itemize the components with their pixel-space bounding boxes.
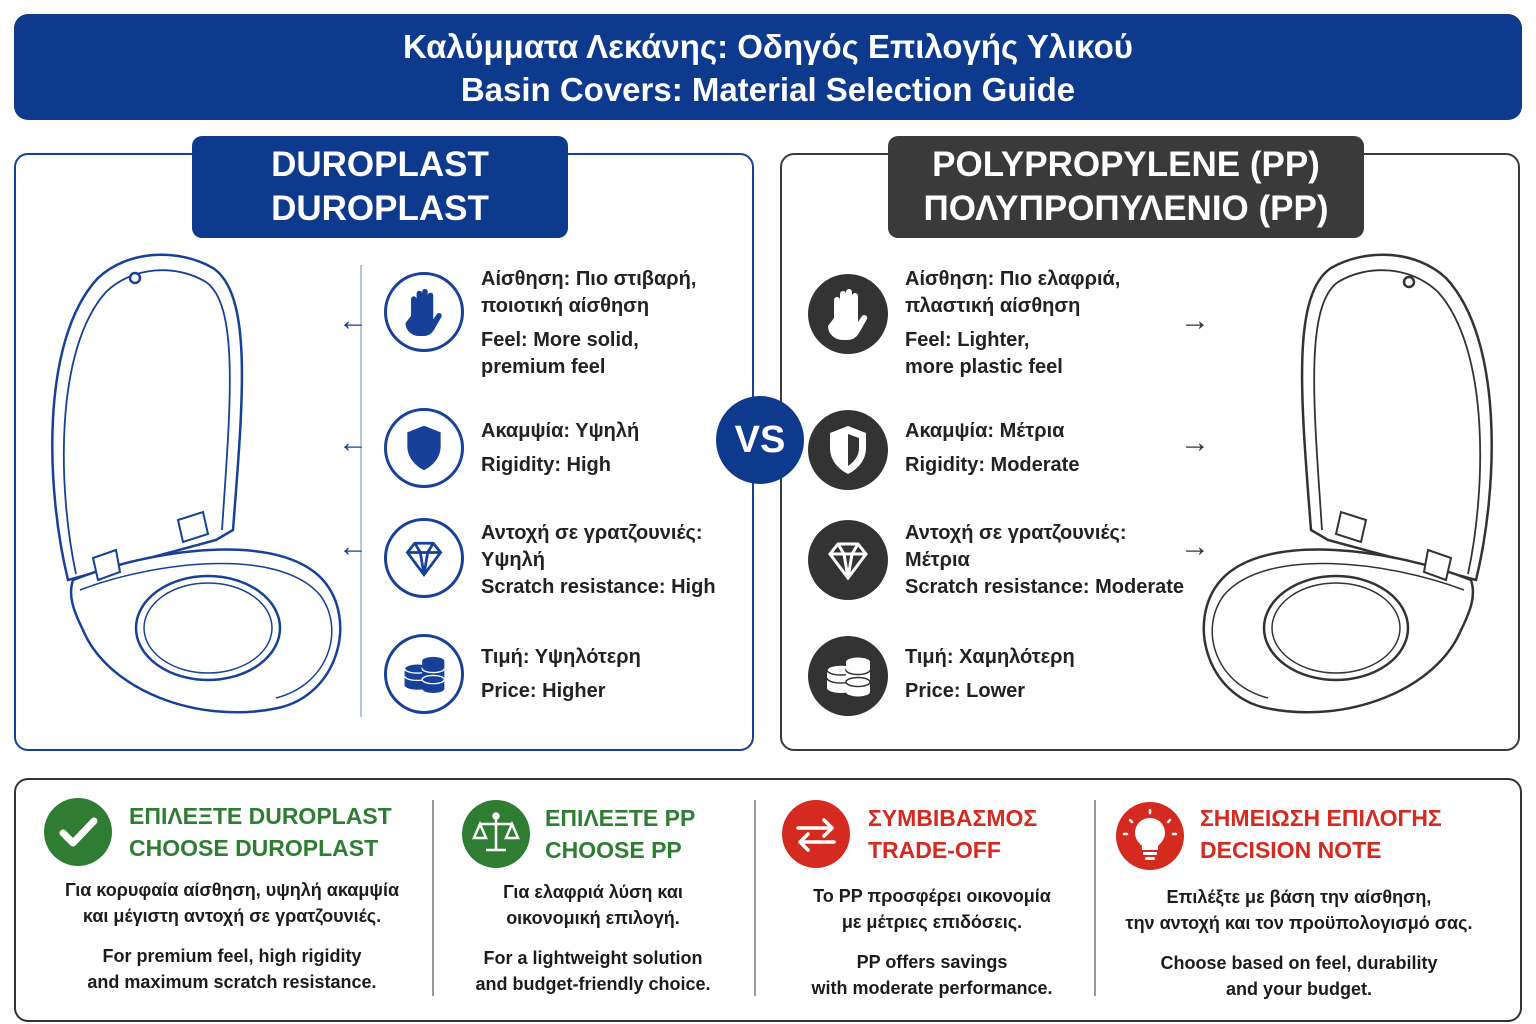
trade-off-desc: Το PP προσφέρει οικονομία με μέτριες επιδόσεις. PP offers savings with moderate performance.: [811, 886, 1053, 998]
pp-price-text: Τιμή: Χαμηλότερη Price: Lower: [905, 646, 1075, 702]
arrow-right-icon: →: [1180, 426, 1210, 459]
swap-arrows-icon: [782, 800, 850, 868]
shield-icon: [384, 408, 464, 488]
duroplast-rigidity-text: Ακαμψία: Υψηλή Rigidity: High: [481, 420, 640, 476]
diamond-icon: [384, 518, 464, 598]
choose-duroplast-title: ΕΠΙΛΕΞΤΕ DUROPLAST CHOOSE DUROPLAST: [129, 803, 392, 861]
vs-badge: VS: [716, 396, 804, 484]
decision-note-title: ΣΗΜΕΙΩΣΗ ΕΠΙΛΟΓΗΣ DECISION NOTE: [1200, 805, 1442, 863]
trade-off-title: ΣΥΜΒΙΒΑΣΜΟΣ TRADE-OFF: [868, 805, 1038, 863]
title-english: Basin Covers: Material Selection Guide: [460, 71, 1076, 108]
hand-icon: [808, 274, 888, 354]
choose-pp-title: ΕΠΙΛΕΞΤΕ PP CHOOSE PP: [545, 805, 696, 863]
bottom-separator: [432, 800, 434, 996]
polypropylene-title: POLYPROPYLENE (PP) ΠΟΛΥΠΡΟΠΥΛΕΝΙΟ (PP): [888, 136, 1364, 238]
decision-note-desc: Επιλέξτε με βάση την αίσθηση, την αντοχή και τον προϋπολογισμό σας. Choose based on feel, durability and your budget.: [1125, 887, 1473, 999]
pp-rigidity-text: Ακαμψία: Μέτρια Rigidity: Moderate: [905, 420, 1080, 476]
choose-duroplast-desc: Για κορυφαία αίσθηση, υψηλή ακαμψία και μέγιστη αντοχή σε γρατζουνιές. For premium feel, high rigidity and maximum scratch resistance.: [64, 880, 400, 992]
arrow-right-icon: →: [1180, 304, 1210, 337]
arrow-left-icon: ←: [338, 304, 368, 337]
pp-feel-text: Αίσθηση: Πιο ελαφριά, πλαστική αίσθηση Feel: Lighter, more plastic feel: [905, 268, 1121, 378]
arrow-right-icon: →: [1180, 530, 1210, 563]
header-banner: [14, 14, 1522, 120]
duroplast-seat-illustration: [28, 250, 358, 730]
diamond-icon: [808, 520, 888, 600]
choose-pp-desc: Για ελαφριά λύση και οικονομική επιλογή. For a lightweight solution and budget-friendly choice.: [475, 882, 711, 994]
duroplast-scratch-text: Αντοχή σε γρατζουνιές: Υψηλή Scratch resistance: High: [481, 522, 716, 598]
arrow-left-icon: ←: [338, 530, 368, 563]
bottom-separator: [754, 800, 756, 996]
hand-icon: [384, 272, 464, 352]
duroplast-title: DUROPLAST DUROPLAST: [192, 136, 568, 238]
coins-icon: [384, 634, 464, 714]
check-icon: [44, 798, 112, 866]
duroplast-feel-text: Αίσθηση: Πιο στιβαρή, ποιοτική αίσθηση Feel: More solid, premium feel: [481, 268, 697, 378]
lightbulb-icon: [1116, 802, 1184, 870]
coins-icon: [808, 636, 888, 716]
arrow-left-icon: ←: [338, 426, 368, 459]
title-greek: Καλύμματα Λεκάνης: Οδηγός Επιλογής Υλικού: [403, 28, 1133, 65]
duroplast-price-text: Τιμή: Υψηλότερη Price: Higher: [481, 646, 641, 702]
scales-icon: [462, 800, 530, 868]
shield-icon: [808, 410, 888, 490]
pp-scratch-text: Αντοχή σε γρατζουνιές: Μέτρια Scratch resistance: Moderate: [905, 522, 1185, 598]
polypropylene-seat-illustration: [1186, 250, 1516, 730]
